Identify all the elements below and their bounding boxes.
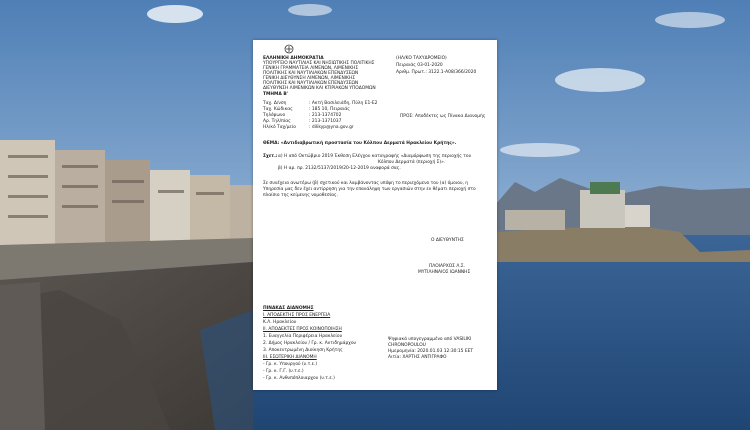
distribution-info-item: 2. Δήμος Ηρακλείου / Γρ. κ. Αντιδημάρχου — [263, 341, 357, 346]
contact-label: Αρ. Τηλ/πίας — [263, 119, 291, 124]
sender-line-7: ΔΙΕΥΘΥΝΣΗ ΛΙΜΕΝΙΚΩΝ ΚΑΙ ΚΤΙΡΙΑΚΩΝ ΥΠΟΔΟΜΩΝ — [263, 86, 376, 91]
sender-line-4: ΠΟΛΙΤΙΚΗΣ ΚΑΙ ΝΑΥΤΙΛΙΑΚΩΝ ΕΠΕΝΔΥΣΕΩΝ — [263, 71, 359, 76]
references-label: Σχετ.: — [263, 154, 278, 159]
distribution-info-head: ΙΙ. ΑΠΟΔΕΚΤΕΣ ΠΡΟΣ ΚΟΙΝΟΠΟΙΗΣΗ — [263, 327, 342, 332]
digital-signature-line: Ημερομηνία: 2020.01.03 12:30:15 EET — [388, 349, 474, 354]
sender-line-2: ΥΠΟΥΡΓΕΙΟ ΝΑΥΤΙΛΙΑΣ ΚΑΙ ΝΗΣΙΩΤΙΚΗΣ ΠΟΛΙΤΙΚΗΣ — [263, 61, 375, 66]
contact-value: : 213-1371037 — [309, 119, 342, 124]
signature-rank: ΠΛΟΙΑΡΧΟΣ Λ.Σ. — [429, 264, 465, 269]
signature-title: Ο ΔΙΕΥΘΥΝΤΗΣ — [431, 238, 464, 243]
contact-value: : 185 10, Πειραιάς — [309, 107, 350, 112]
contact-value: : 213-1374702 — [309, 113, 342, 118]
recipient-line: ΠΡΟΣ: Αποδέκτες ως Πίνακα Διανομής — [400, 114, 486, 119]
contact-label: Ηλ/κό Ταχ/μείο — [263, 125, 296, 130]
signature-name: ΜΥΤΙΛΗΝΑΙΟΣ ΙΩΑΝΝΗΣ — [418, 270, 471, 275]
reference-a-line-1: α) Η από Οκτώβριο 2019 Έκθεση Ελέγχου καταγραφής «Διαμόρφωση της περιοχής του — [278, 154, 472, 159]
sender-line-1: ΕΛΛΗΝΙΚΗ ΔΗΜΟΚΡΑΤΙΑ — [263, 56, 324, 61]
distribution-internal-item: - Γρ. κ. Υπουργού (υ.τ.ε.) — [263, 362, 318, 367]
sender-line-3: ΓΕΝΙΚΗ ΓΡΑΜΜΑΤΕΙΑ ΛΙΜΕΝΩΝ, ΛΙΜΕΝΙΚΗΣ — [263, 66, 359, 71]
contact-label: Ταχ. Κώδικας — [263, 107, 293, 112]
contact-label: Τηλέφωνο — [263, 113, 286, 118]
distribution-internal-head: ΙΙΙ. ΕΣΩΤΕΡΙΚΗ ΔΙΑΝΟΜΗ — [263, 355, 317, 360]
body-line-1: Σε συνέχεια ανωτέρω (β) σχετικού και λαμβάνοντας υπόψη το περιεχόμενο του (α) όμοιου, η — [263, 181, 469, 186]
distribution-internal-item: - Γρ. κ. Ανθυπόπλοιαρχου (υ.τ.ε.) — [263, 376, 335, 381]
distribution-internal-item: - Γρ. κ. Γ.Γ. (υ.τ.ε.) — [263, 369, 304, 374]
sender-line-6: ΠΟΛΙΤΙΚΗΣ ΚΑΙ ΝΑΥΤΙΛΙΑΚΩΝ ΕΠΕΝΔΥΣΕΩΝ — [263, 81, 359, 86]
distribution-title: ΠΙΝΑΚΑΣ ΔΙΑΝΟΜΗΣ — [263, 306, 314, 311]
place-date: Πειραιάς 03-01-2020 — [396, 63, 443, 68]
sender-line-8: ΤΜΗΜΑ Β' — [263, 92, 289, 97]
document-page — [253, 40, 497, 390]
sender-line-5: ΓΕΝΙΚΗ ΔΙΕΥΘΥΝΣΗ ΛΙΜΕΝΩΝ, ΛΙΜΕΝΙΚΗΣ — [263, 76, 355, 81]
greek-coat-of-arms-icon — [284, 44, 294, 54]
protocol-number: Αριθμ. Πρωτ.: 3122.1-Α08/366/2020 — [396, 70, 477, 75]
body-line-3: πλαίσιο της κείμενης νομοθεσίας. — [263, 193, 339, 198]
contact-value: : Ακτή Βασιλειάδη, Πύλη Ε1-Ε2 — [309, 101, 378, 106]
subject-line: ΘΕΜΑ: «Αντιδιαβρωτική προστασία του Κόλπου Δερματά Ηρακλείου Κρήτης». — [263, 141, 457, 146]
digital-signature-line: CHRONOPOULOU — [388, 343, 426, 348]
contact-value: : dilikyp@yna.gov.gr — [309, 125, 354, 130]
digital-signature-line: Ψηφιακά υπογεγραμμένο από VASILIKI — [388, 337, 472, 342]
distribution-info-item: 1. Ευαγγελία Περιφέρεια Ηρακλείου — [263, 334, 343, 339]
distribution-action-item: Κ.Λ. Ηρακλείου — [263, 320, 297, 325]
distribution-action-head: Ι. ΑΠΟΔΕΚΤΗΣ ΠΡΟΣ ΕΝΕΡΓΕΙΑ — [263, 313, 331, 318]
reference-b: β) Η αρ. πρ. 2132/5137/2019/20-12-2019 αναφορά σας. — [278, 166, 401, 171]
reference-a-line-2: Κόλπου Δερματά (περιοχή Σ)». — [378, 160, 446, 165]
contact-label: Ταχ. Δ/νση — [263, 101, 287, 106]
digital-signature-line: Αιτία: ΧΑΡΤΗΣ ΑΝΤΙΓΡΑΦΟ — [388, 355, 447, 360]
meta-header: (ΗΛ/ΚΟ ΤΑΧΥΔΡΟΜΕΙΟ) — [396, 56, 447, 61]
distribution-info-item: 3. Αποκεντρωμένη Διοίκηση Κρήτης — [263, 348, 343, 353]
body-line-2: Υπηρεσία μας δεν έχει αντίρρηση για την επανάληψη των εργασιών στην εν θέματι περιοχή στο — [263, 187, 476, 192]
